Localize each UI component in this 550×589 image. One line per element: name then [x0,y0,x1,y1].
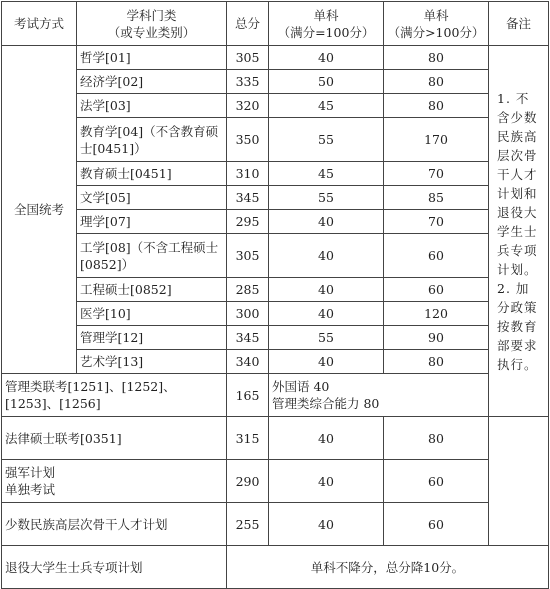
law-total: 315 [227,417,269,460]
header-single100-line2: （满分=100分） [277,24,375,40]
header-single-over100-line2: （满分>100分） [387,24,485,40]
header-single100 [269,2,384,46]
minority-single100: 40 [269,503,384,546]
single100-cell: 40 [269,46,384,70]
single-over100-cell: 85 [384,186,489,210]
total-cell: 305 [227,46,269,70]
single100-cell: 40 [269,234,384,278]
mgmt-detail [269,374,489,417]
header-method: 考试方式 [2,2,77,46]
minority-row [2,503,549,546]
law-label: 法律硕士联考[0351] [2,417,227,460]
mgmt-label: 管理类联考[1251]、[1252]、[1253]、[1256] [2,374,227,417]
law-row [2,417,549,460]
header-single-over100-line1: 单科 [423,7,449,23]
table-row [2,326,549,350]
table-row [2,46,549,70]
subject-cell: 经济学[02] [77,70,227,94]
mgmt-total: 165 [227,374,269,417]
minority-single-over100: 60 [384,503,489,546]
table-row [2,278,549,302]
header-total: 总分 [227,2,269,46]
army-single-over100: 60 [384,460,489,503]
veteran-row [2,546,549,589]
total-cell: 305 [227,234,269,278]
veteran-rule: 单科不降分，总分降10分。 [227,546,549,589]
single-over100-cell: 120 [384,302,489,326]
single100-cell: 55 [269,326,384,350]
total-cell: 350 [227,118,269,162]
army-total: 290 [227,460,269,503]
army-label-line2: 单独考试 [5,482,56,497]
single100-cell: 45 [269,162,384,186]
single100-cell: 40 [269,350,384,374]
total-cell: 300 [227,302,269,326]
single-over100-cell: 60 [384,234,489,278]
single100-cell: 40 [269,210,384,234]
header-single100-line1: 单科 [313,7,339,23]
minority-label: 少数民族高层次骨干人才计划 [2,503,227,546]
single-over100-cell: 170 [384,118,489,162]
single-over100-cell: 90 [384,326,489,350]
subject-cell: 理学[07] [77,210,227,234]
subject-cell: 哲学[01] [77,46,227,70]
single-over100-cell: 70 [384,162,489,186]
total-cell: 345 [227,326,269,350]
total-cell: 335 [227,70,269,94]
national-exam-label: 全国统考 [2,46,77,374]
header-row [2,2,549,46]
veteran-label: 退役大学生士兵专项计划 [2,546,227,589]
total-cell: 285 [227,278,269,302]
subject-cell: 管理学[12] [77,326,227,350]
note-cell: 1. 不含少数民族高层次骨干人才计划和退役大学生士兵专项计划。2. 加分政策按教育部要求执行。 [489,46,549,417]
total-cell: 345 [227,186,269,210]
table-row [2,186,549,210]
subject-cell: 法学[03] [77,94,227,118]
total-cell: 320 [227,94,269,118]
army-single100: 40 [269,460,384,503]
total-cell: 295 [227,210,269,234]
single-over100-cell: 80 [384,46,489,70]
law-single100: 40 [269,417,384,460]
single100-cell: 50 [269,70,384,94]
subject-cell: 文学[05] [77,186,227,210]
subject-cell: 教育学[04]（不含教育硕士[0451]） [77,118,227,162]
table-row [2,162,549,186]
total-cell: 340 [227,350,269,374]
header-note: 备注 [489,2,549,46]
table-row [2,94,549,118]
single100-cell: 45 [269,94,384,118]
subject-cell: 医学[10] [77,302,227,326]
single100-cell: 55 [269,186,384,210]
table-row [2,118,549,162]
mgmt-detail-line2: 管理类综合能力 80 [272,396,380,411]
subject-cell: 工程硕士[0852] [77,278,227,302]
minority-total: 255 [227,503,269,546]
table-row [2,350,549,374]
law-single-over100: 80 [384,417,489,460]
header-subject-line1: 学科门类 [126,7,177,23]
subject-cell: 教育硕士[0451] [77,162,227,186]
table-row [2,70,549,94]
army-label [2,460,227,503]
header-subject-line2: （或专业类别） [107,24,196,40]
single-over100-cell: 80 [384,94,489,118]
single-over100-cell: 70 [384,210,489,234]
mgmt-detail-line1: 外国语 40 [272,379,330,394]
table-row [2,234,549,278]
table-row [2,302,549,326]
header-single-over100 [384,2,489,46]
header-subject [77,2,227,46]
army-label-line1: 强军计划 [5,465,56,480]
note-blank-cell [489,417,549,546]
single100-cell: 40 [269,302,384,326]
single-over100-cell: 60 [384,278,489,302]
single-over100-cell: 80 [384,350,489,374]
single100-cell: 40 [269,278,384,302]
mgmt-row [2,374,549,417]
single-over100-cell: 80 [384,70,489,94]
army-row [2,460,549,503]
subject-cell: 工学[08]（不含工程硕士[0852]） [77,234,227,278]
single100-cell: 55 [269,118,384,162]
table-row [2,210,549,234]
score-table [1,1,549,589]
subject-cell: 艺术学[13] [77,350,227,374]
total-cell: 310 [227,162,269,186]
